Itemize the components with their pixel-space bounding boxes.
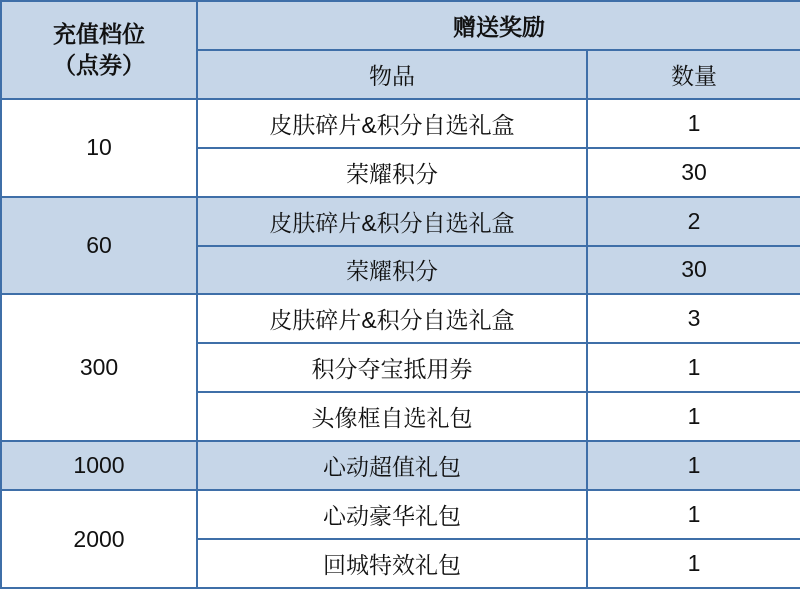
count-cell: 1 (587, 343, 800, 392)
item-cell: 心动超值礼包 (197, 441, 587, 490)
item-cell: 心动豪华礼包 (197, 490, 587, 539)
tier-cell: 300 (1, 294, 197, 441)
header-item-cell: 物品 (197, 50, 587, 99)
header-row-main (1, 1, 800, 50)
header-tier-cell (1, 1, 197, 99)
item-cell: 荣耀积分 (197, 246, 587, 295)
table-row (1, 490, 800, 539)
header-reward-cell: 赠送奖励 (197, 1, 800, 50)
tier-cell: 2000 (1, 490, 197, 588)
header-count-cell: 数量 (587, 50, 800, 99)
item-cell: 荣耀积分 (197, 148, 587, 197)
count-cell: 30 (587, 148, 800, 197)
item-cell: 头像框自选礼包 (197, 392, 587, 441)
table-row (1, 441, 800, 490)
table-row (1, 99, 800, 148)
tier-cell: 10 (1, 99, 197, 197)
header-tier-line1: 充值档位 (53, 20, 145, 47)
count-cell: 1 (587, 490, 800, 539)
table-body (1, 1, 800, 588)
count-cell: 1 (587, 441, 800, 490)
count-cell: 1 (587, 99, 800, 148)
item-cell: 皮肤碎片&积分自选礼盒 (197, 99, 587, 148)
count-cell: 30 (587, 246, 800, 295)
item-cell: 积分夺宝抵用券 (197, 343, 587, 392)
table-row (1, 294, 800, 343)
table-row (1, 197, 800, 246)
tier-cell: 1000 (1, 441, 197, 490)
item-cell: 皮肤碎片&积分自选礼盒 (197, 197, 587, 246)
item-cell: 皮肤碎片&积分自选礼盒 (197, 294, 587, 343)
tier-cell: 60 (1, 197, 197, 295)
header-tier-line2: （点券） (53, 51, 145, 78)
count-cell: 3 (587, 294, 800, 343)
count-cell: 2 (587, 197, 800, 246)
count-cell: 1 (587, 539, 800, 588)
count-cell: 1 (587, 392, 800, 441)
item-cell: 回城特效礼包 (197, 539, 587, 588)
